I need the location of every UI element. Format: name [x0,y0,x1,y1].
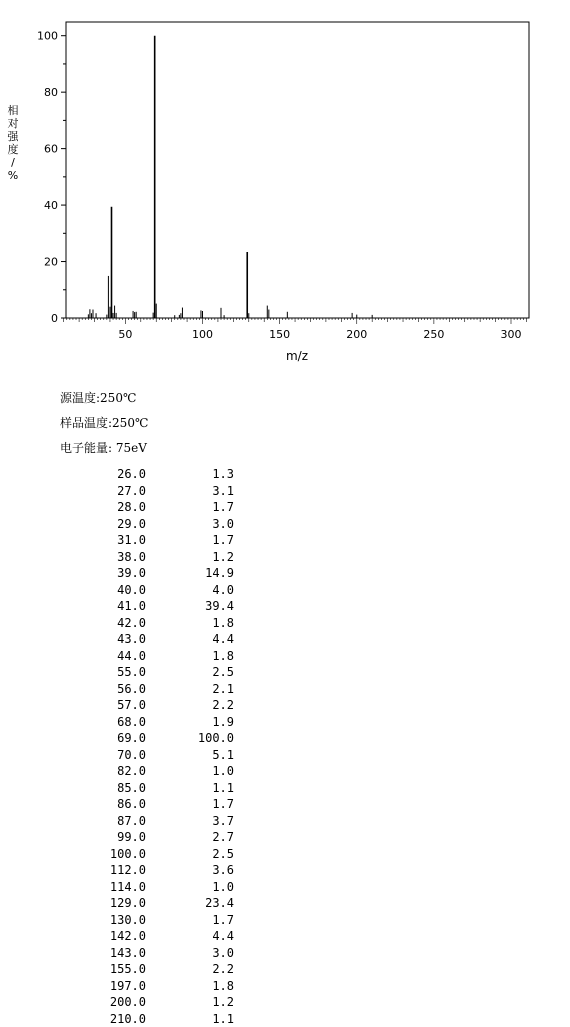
sample-temperature: 样品温度:250℃ [60,414,148,431]
electron-energy: 电子能量: 75eV [60,439,147,456]
y-axis-label-char: 强 [8,130,20,143]
peak-mz: 70.0 [60,747,146,764]
y-tick-label: 40 [44,199,58,212]
y-axis-label-char: 相 [8,103,19,117]
plot-frame [66,22,529,318]
peak-mz: 200.0 [60,994,146,1011]
peak-abundance: 2.1 [146,681,234,698]
source-temperature: 源温度:250℃ [60,389,136,406]
peak-abundance: 1.0 [146,763,234,780]
peak-abundance: 2.5 [146,664,234,681]
peak-abundance: 3.7 [146,813,234,830]
peak-abundance: 23.4 [146,895,234,912]
peak-abundance: 4.0 [146,582,234,599]
x-axis-label: m/z [286,349,308,363]
peak-abundance: 2.2 [146,961,234,978]
peak-abundance: 1.3 [146,466,234,483]
peak-mz: 56.0 [60,681,146,698]
x-tick-label: 50 [118,328,132,341]
peak-mz: 40.0 [60,582,146,599]
peak-mz: 197.0 [60,978,146,995]
y-axis-label-char: 度 [8,142,19,156]
x-tick-label: 150 [269,328,290,341]
peak-mz: 57.0 [60,697,146,714]
x-tick-label: 300 [501,328,522,341]
peak-mz: 85.0 [60,780,146,797]
peak-abundance: 1.7 [146,796,234,813]
peak-abundance: 1.0 [146,879,234,896]
peak-mz: 69.0 [60,730,146,747]
peak-mz: 29.0 [60,516,146,533]
y-axis-label-char: / [11,156,15,169]
peak-mz: 27.0 [60,483,146,500]
peak-mz: 130.0 [60,912,146,929]
x-tick-label: 250 [423,328,444,341]
y-axis-label-char: % [8,169,18,182]
peak-mz: 210.0 [60,1011,146,1027]
peak-mz: 112.0 [60,862,146,879]
peak-abundance: 1.8 [146,978,234,995]
y-axis-label-char: 对 [8,116,19,130]
peak-abundance: 1.7 [146,499,234,516]
y-tick-label: 100 [37,30,58,43]
peak-abundance: 1.7 [146,532,234,549]
peak-abundance: 2.5 [146,846,234,863]
peak-mz: 41.0 [60,598,146,615]
y-axis-label [8,103,20,182]
y-tick-label: 20 [44,256,58,269]
x-tick-label: 200 [346,328,367,341]
peak-mz: 114.0 [60,879,146,896]
peak-abundance: 100.0 [146,730,234,747]
mass-spectrum-chart [0,0,570,380]
peak-abundance: 1.1 [146,1011,234,1027]
peak-mz: 42.0 [60,615,146,632]
y-tick-label: 0 [51,312,58,325]
peak-mz: 142.0 [60,928,146,945]
peak-abundance: 14.9 [146,565,234,582]
x-tick-label: 100 [192,328,213,341]
peak-mz: 39.0 [60,565,146,582]
peak-abundance: 1.2 [146,994,234,1011]
peak-abundance: 4.4 [146,631,234,648]
peak-mz: 129.0 [60,895,146,912]
peak-mz: 26.0 [60,466,146,483]
y-tick-label: 80 [44,86,58,99]
peak-mz: 155.0 [60,961,146,978]
peak-mz: 143.0 [60,945,146,962]
peak-mz: 28.0 [60,499,146,516]
peak-mz: 68.0 [60,714,146,731]
peak-mz: 99.0 [60,829,146,846]
peak-mz: 100.0 [60,846,146,863]
peak-abundance: 3.0 [146,516,234,533]
peak-abundance: 3.6 [146,862,234,879]
peak-mz: 38.0 [60,549,146,566]
peak-mz: 44.0 [60,648,146,665]
peak-mz: 82.0 [60,763,146,780]
peak-abundance: 3.1 [146,483,234,500]
peak-abundance: 2.7 [146,829,234,846]
peak-mz: 43.0 [60,631,146,648]
peak-abundance: 1.7 [146,912,234,929]
peak-mz: 86.0 [60,796,146,813]
peak-abundance: 1.8 [146,615,234,632]
peak-abundance: 1.1 [146,780,234,797]
peak-mz: 55.0 [60,664,146,681]
peak-abundance: 39.4 [146,598,234,615]
peak-abundance: 2.2 [146,697,234,714]
peak-mz: 31.0 [60,532,146,549]
peak-abundance: 1.9 [146,714,234,731]
peak-abundance: 1.2 [146,549,234,566]
y-tick-label: 60 [44,143,58,156]
peak-abundance: 3.0 [146,945,234,962]
peak-abundance: 4.4 [146,928,234,945]
peak-abundance: 1.8 [146,648,234,665]
peak-abundance: 5.1 [146,747,234,764]
peak-mz: 87.0 [60,813,146,830]
